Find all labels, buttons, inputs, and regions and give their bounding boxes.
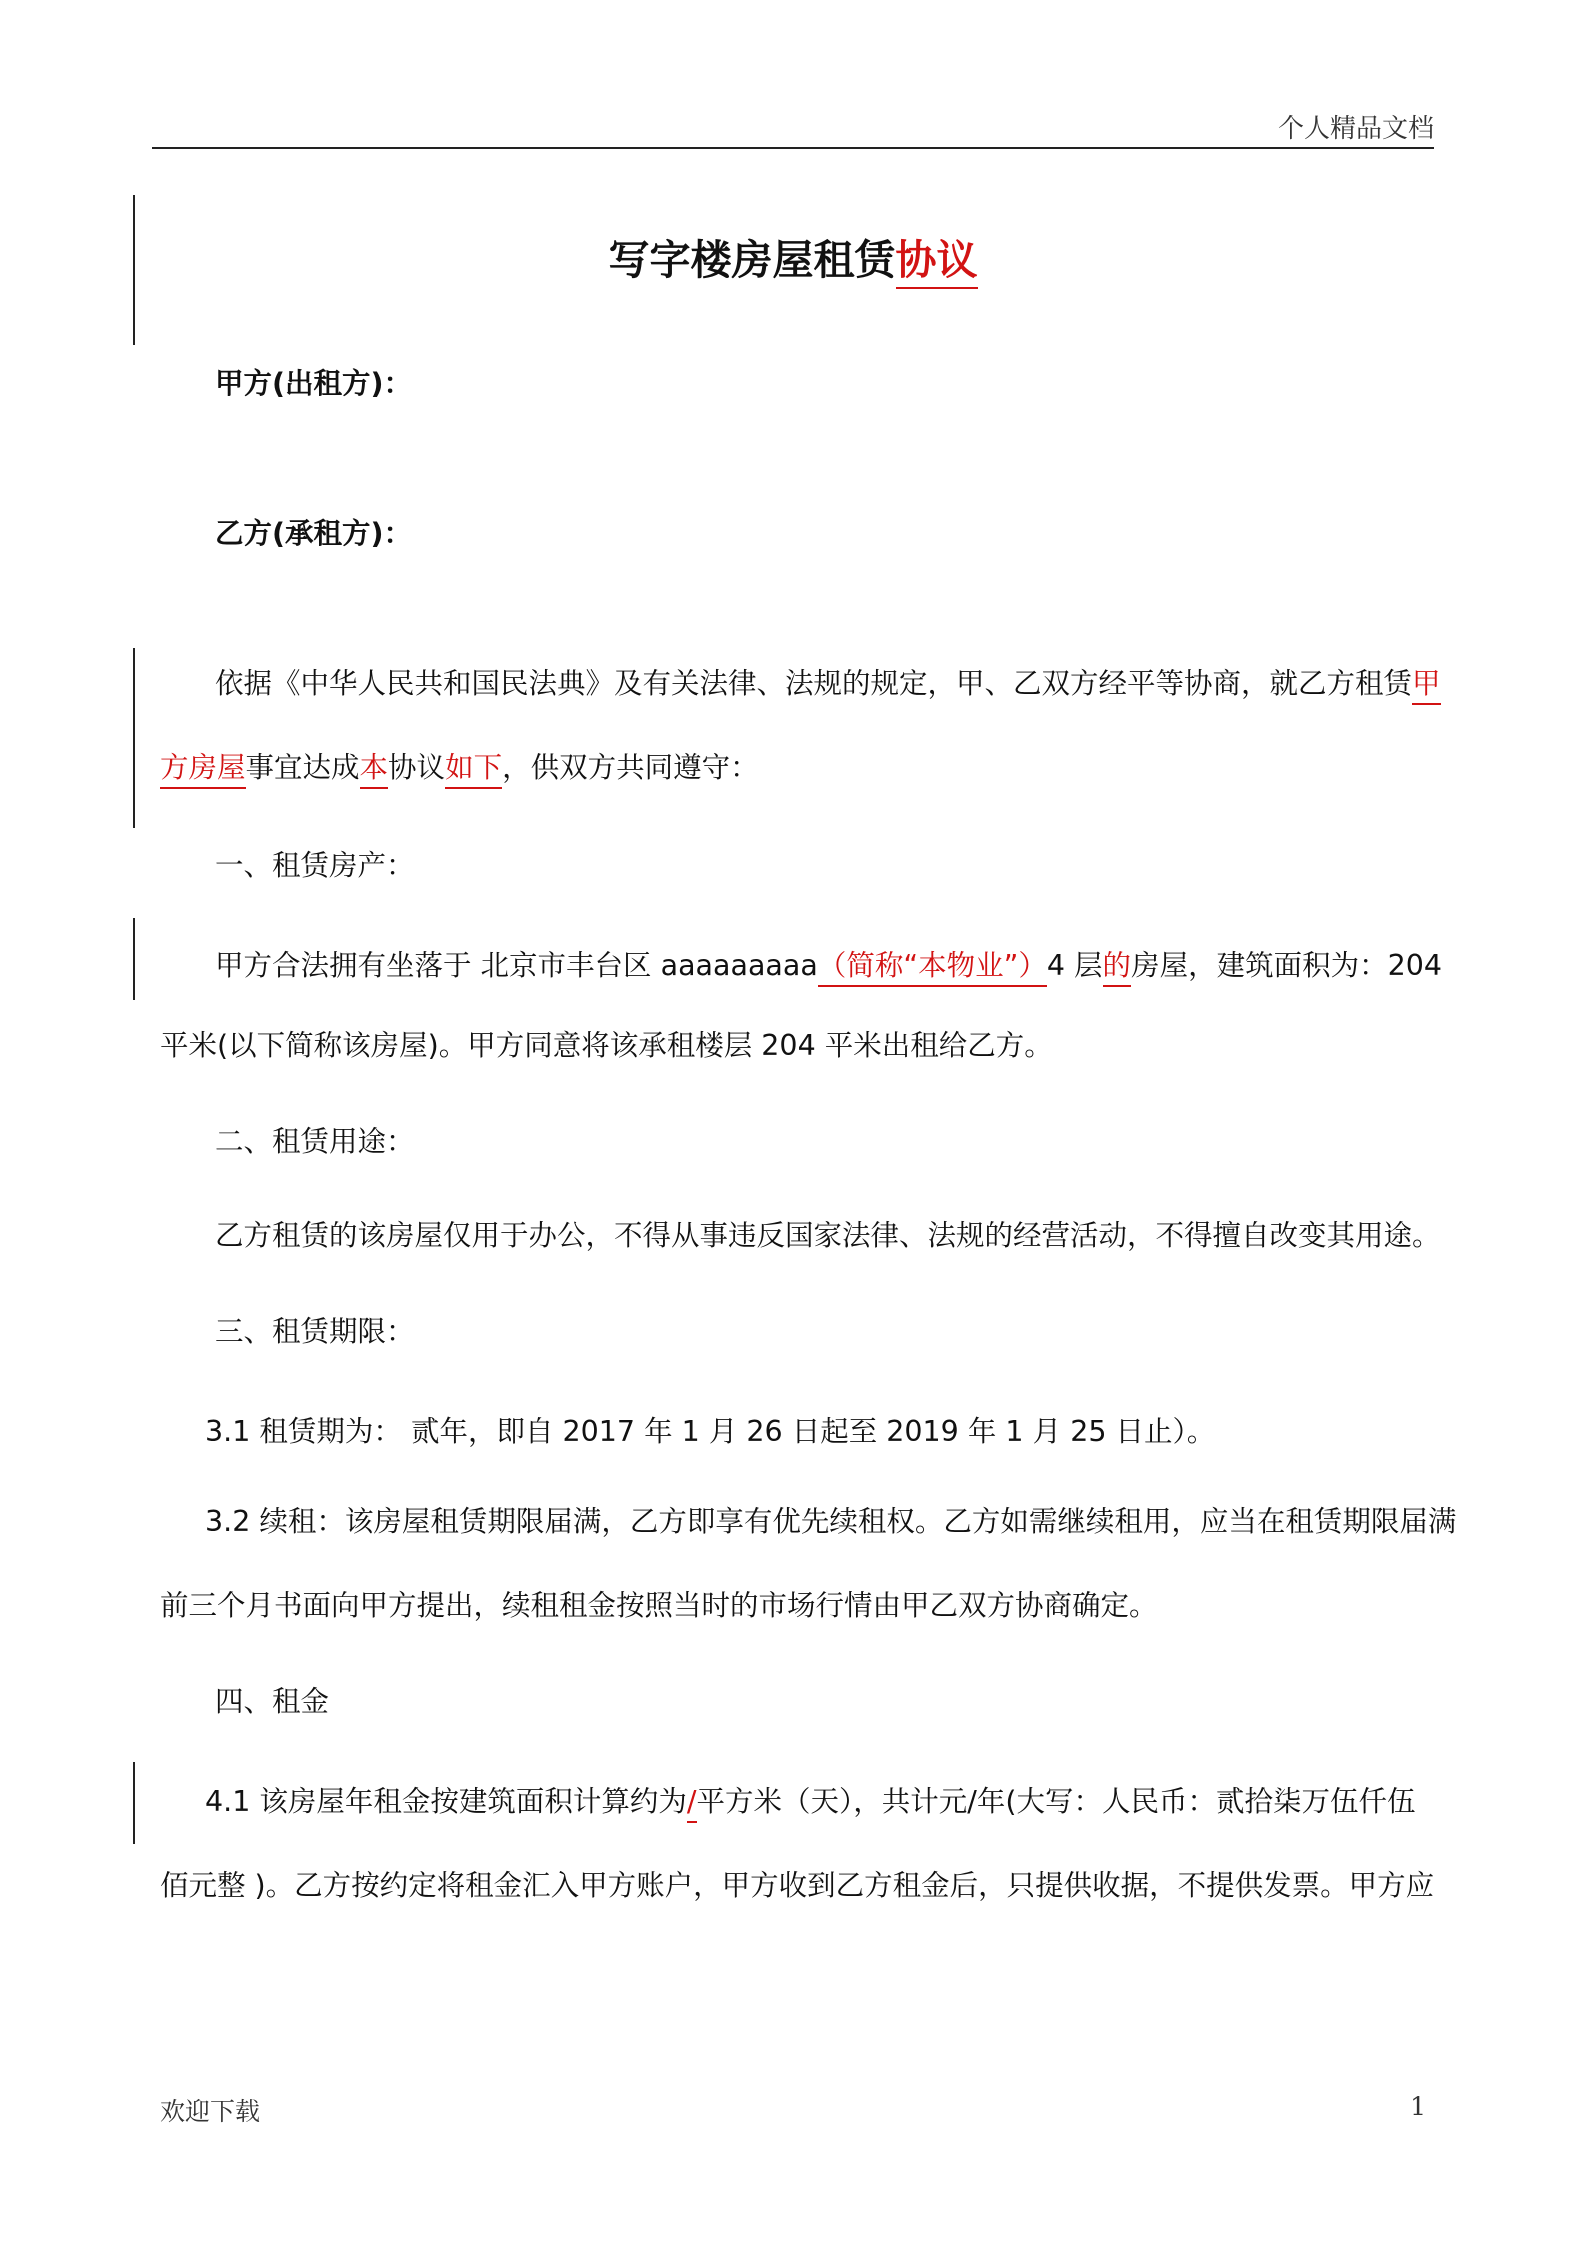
party-a-label: 甲方(出租方)： xyxy=(215,367,413,400)
section3-heading: 三、租赁期限： xyxy=(215,1315,415,1348)
section1-line-1-text-b: 4 层 xyxy=(1046,949,1103,982)
intro-revision-mark-4: 如下 xyxy=(445,751,502,789)
section4-item-1-text-a: 4.1 该房屋年租金按建筑面积计算约为 xyxy=(205,1785,687,1818)
section4-item-1-line-1 xyxy=(205,1785,1416,1818)
intro-line-2-text-a: 事宜达成 xyxy=(245,751,360,784)
section3-item-1: 3.1 租赁期为： 贰年，即自 2017 年 1 月 26 日起至 2019 年 1 月 25 日止）。 xyxy=(205,1415,1216,1448)
title-revision-mark: 协议 xyxy=(896,236,978,289)
section4-item-1-text-b: 平方米（天），共计元/年(大写：人民币：贰拾柒万伍仟伍 xyxy=(696,1785,1416,1818)
footer-text: 欢迎下载 xyxy=(160,2097,261,2126)
section1-revision-mark-1: （简称“本物业”） xyxy=(818,949,1047,987)
party-b-label: 乙方(承租方)： xyxy=(215,517,413,550)
section1-heading: 一、租赁房产： xyxy=(215,849,415,882)
intro-revision-mark-3: 本 xyxy=(360,751,389,789)
intro-line-2-text-c: ，供双方共同遵守： xyxy=(502,751,759,784)
header-text: 个人精品文档 xyxy=(1277,114,1434,144)
change-bar-section1 xyxy=(133,918,135,1000)
intro-line-2 xyxy=(160,751,759,784)
section1-revision-mark-2: 的 xyxy=(1103,949,1132,987)
section1-line-2: 平米(以下简称该房屋)。甲方同意将该承租楼层 204 平米出租给乙方。 xyxy=(160,1029,1053,1062)
intro-line-1 xyxy=(215,667,1441,700)
intro-line-1-text: 依据《中华人民共和国民法典》及有关法律、法规的规定，甲、乙双方经平等协商，就乙方租赁 xyxy=(215,667,1413,700)
section1-line-1-text-a: 甲方合法拥有坐落于 北京市丰台区 aaaaaaaaa xyxy=(215,949,818,982)
section3-item-2-line-2: 前三个月书面向甲方提出，续租租金按照当时的市场行情由甲乙双方协商确定。 xyxy=(160,1589,1158,1622)
section2-heading: 二、租赁用途： xyxy=(215,1125,415,1158)
section2-line-1: 乙方租赁的该房屋仅用于办公，不得从事违反国家法律、法规的经营活动，不得擅自改变其用途。 xyxy=(215,1219,1441,1252)
change-bar-intro xyxy=(133,648,135,828)
section4-heading: 四、租金 xyxy=(215,1685,330,1718)
intro-line-2-text-b: 协议 xyxy=(388,751,446,784)
intro-revision-mark-2: 方房屋 xyxy=(160,751,246,789)
intro-revision-mark-1: 甲 xyxy=(1412,667,1441,705)
section3-item-2-line-1: 3.2 续租：该房屋租赁期限届满，乙方即享有优先续租权。乙方如需继续租用，应当在租赁期限届满 xyxy=(205,1505,1457,1538)
section1-line-1-text-c: 房屋，建筑面积为：204 xyxy=(1131,949,1442,982)
header-divider xyxy=(152,147,1434,149)
section1-line-1 xyxy=(215,949,1442,982)
section4-revision-mark: / xyxy=(687,1785,697,1823)
document-title xyxy=(0,236,1586,284)
page-number: 1 xyxy=(1410,2092,1426,2121)
section4-item-1-line-2: 佰元整 )。乙方按约定将租金汇入甲方账户，甲方收到乙方租金后，只提供收据，不提供发票。甲方应 xyxy=(160,1869,1435,1902)
change-bar-section4 xyxy=(133,1762,135,1844)
title-main: 写字楼房屋租赁 xyxy=(608,236,896,284)
